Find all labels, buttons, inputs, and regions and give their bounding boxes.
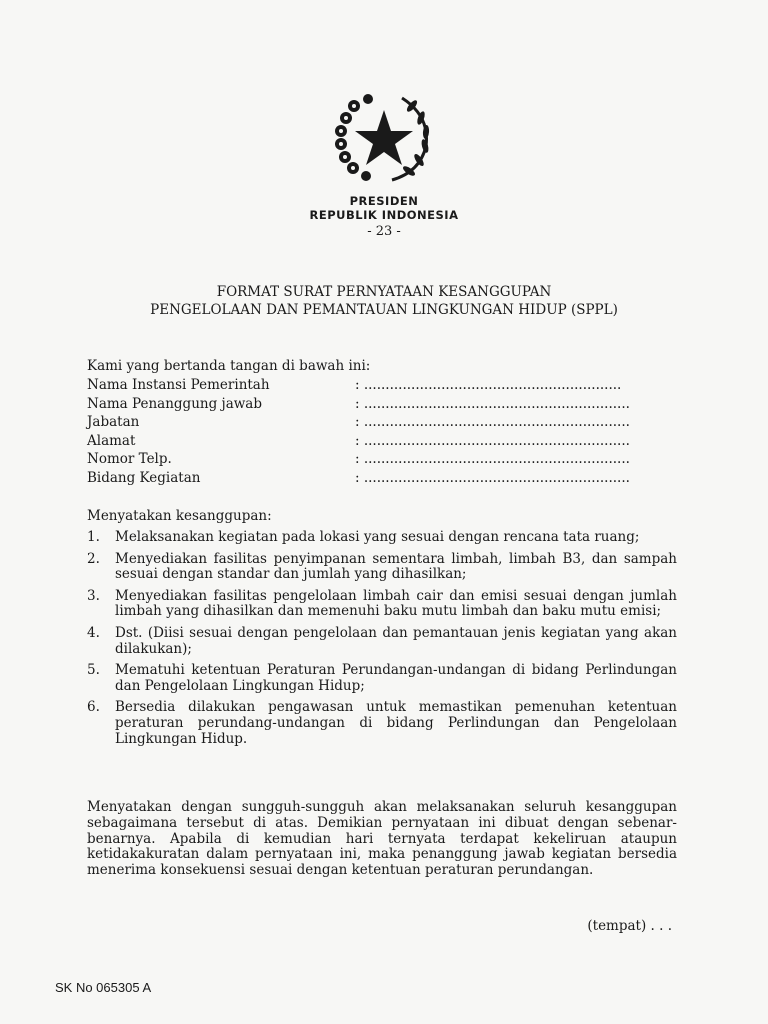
field-row (87, 395, 687, 414)
field-label: Nomor Telp. (87, 451, 172, 468)
field-row (87, 450, 687, 469)
intro-text: Kami yang bertanda tangan di bawah ini: (87, 358, 371, 374)
field-row (87, 432, 687, 451)
document-title-line1: FORMAT SURAT PERNYATAAN KESANGGUPAN (216, 284, 552, 300)
list-number: 6. (87, 699, 100, 716)
presidential-emblem-icon (332, 86, 436, 190)
field-row (87, 376, 687, 395)
list-item (87, 589, 677, 620)
document-title-line2: PENGELOLAAN DAN PEMANTAUAN LINGKUNGAN HIDUP (SPPL) (150, 302, 618, 318)
field-value: : .............................................................. (355, 395, 630, 412)
field-value: : .............................................................. (355, 451, 630, 468)
commitment-list (87, 530, 677, 753)
field-value: : .............................................................. (355, 469, 630, 486)
document-code: SK No 065305 A (55, 980, 152, 995)
list-text: Mematuhi ketentuan Peraturan Perundangan-undangan di bidang Perlindungan dan Pengelolaan Lingkungan Hidup; (115, 662, 677, 694)
list-number: 1. (87, 529, 100, 545)
field-value: : .............................................................. (355, 432, 630, 449)
field-row (87, 469, 687, 488)
list-text: Melaksanakan kegiatan pada lokasi yang sesuai dengan rencana tata ruang; (115, 529, 640, 545)
field-label: Jabatan (87, 414, 140, 431)
identity-fields (87, 376, 687, 488)
list-number: 3. (87, 587, 100, 604)
page-number: - 23 - (367, 224, 401, 239)
header-presiden: PRESIDEN (349, 194, 419, 208)
statement-intro: Menyatakan kesanggupan: (87, 508, 272, 524)
header-republik: REPUBLIK INDONESIA (309, 208, 459, 222)
field-row (87, 413, 687, 432)
closing-paragraph: Menyatakan dengan sungguh-sungguh akan melaksanakan seluruh kesanggupan sebagaimana tersebut di atas. Demikian pernyataan ini dibuat dengan sebenar-benarnya. Apabila di kemudian hari ternyata terdapat kekeliruan ataupun ketidakakuratan dalam pernyataan ini, maka penanggung jawab kegiatan bersedia menerima konsekuensi sesuai dengan ketentuan peraturan perundangan. (87, 799, 677, 879)
list-number: 4. (87, 624, 100, 641)
list-text: Menyediakan fasilitas penyimpanan sementara limbah, limbah B3, dan sampah sesuai dengan standar dan jumlah yang dihasilkan; (115, 550, 677, 583)
list-item (87, 663, 677, 694)
list-text: Dst. (Diisi sesuai dengan pengelolaan dan pemantauan jenis kegiatan yang akan dilakukan); (115, 624, 677, 657)
list-item (87, 530, 677, 546)
list-number: 5. (87, 662, 100, 679)
list-text: Bersedia dilakukan pengawasan untuk memastikan pemenuhan ketentuan peraturan perundang-undangan di bidang Perlindungan dan Pengelolaan Lingkungan Hidup. (115, 699, 677, 747)
field-label: Alamat (87, 432, 136, 449)
field-value: : .............................................................. (355, 414, 630, 431)
list-item (87, 700, 677, 747)
list-item (87, 552, 677, 583)
field-label: Nama Instansi Pemerintah (87, 377, 270, 393)
list-text: Menyediakan fasilitas pengelolaan limbah cair dan emisi sesuai dengan jumlah limbah yang dihasilkan dan memenuhi baku mutu limbah dan baku mutu emisi; (115, 587, 677, 620)
list-item (87, 626, 677, 657)
field-label: Bidang Kegiatan (87, 469, 201, 486)
field-value: : ............................................................ (355, 377, 622, 393)
field-label: Nama Penanggung jawab (87, 395, 262, 412)
list-number: 2. (87, 550, 100, 567)
place-placeholder: (tempat) . . . (587, 918, 672, 934)
